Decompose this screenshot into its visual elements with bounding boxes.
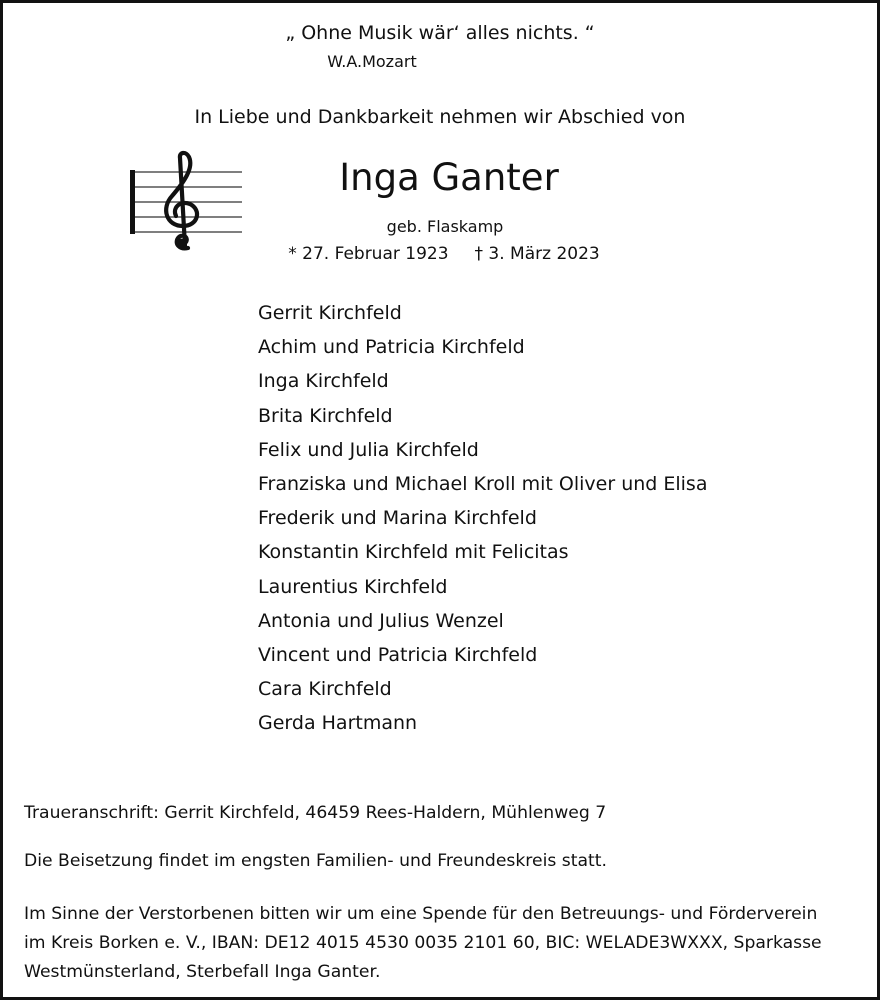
intro-text: In Liebe und Dankbarkeit nehmen wir Abschied von — [194, 106, 686, 128]
list-item: Frederik und Marina Kirchfeld — [258, 507, 537, 530]
list-item: Vincent und Patricia Kirchfeld — [258, 643, 538, 666]
list-item: Laurentius Kirchfeld — [258, 575, 448, 598]
mourners-list — [258, 296, 707, 740]
list-item: Antonia und Julius Wenzel — [258, 609, 504, 632]
list-item: Achim und Patricia Kirchfeld — [258, 336, 525, 359]
list-item: Cara Kirchfeld — [258, 678, 392, 701]
list-item: Konstantin Kirchfeld mit Felicitas — [258, 541, 569, 564]
donation-note — [24, 900, 822, 987]
epigraph-quote: „ Ohne Musik wär‘ alles nichts. “ — [285, 22, 595, 44]
birth-date: * 27. Februar 1923 — [288, 244, 449, 264]
life-dates — [0, 244, 880, 264]
deceased-name: Inga Ganter — [339, 156, 559, 199]
list-item: Gerrit Kirchfeld — [258, 302, 402, 324]
list-item: Gerda Hartmann — [258, 712, 418, 735]
epigraph-author: W.A.Mozart — [327, 52, 417, 71]
list-item: Franziska und Michael Kroll mit Oliver und Elisa — [258, 472, 708, 495]
donation-line: im Kreis Borken e. V., IBAN: DE12 4015 4530 0035 2101 60, BIC: WELADE3WXXX, Sparkasse — [24, 933, 822, 953]
mourning-address: Traueranschrift: Gerrit Kirchfeld, 46459 Rees-Haldern, Mühlenweg 7 — [24, 803, 607, 823]
list-item: Felix und Julia Kirchfeld — [258, 438, 479, 461]
donation-line: Westmünsterland, Sterbefall Inga Ganter. — [24, 962, 381, 982]
list-item: Brita Kirchfeld — [258, 404, 393, 427]
list-item: Inga Kirchfeld — [258, 370, 389, 393]
birth-name: geb. Flaskamp — [386, 217, 504, 236]
burial-note: Die Beisetzung findet im engsten Familien- und Freundeskreis statt. — [24, 851, 607, 871]
donation-line: Im Sinne der Verstorbenen bitten wir um eine Spende für den Betreuungs- und Förderverein — [24, 904, 818, 924]
death-date: † 3. März 2023 — [474, 244, 600, 264]
